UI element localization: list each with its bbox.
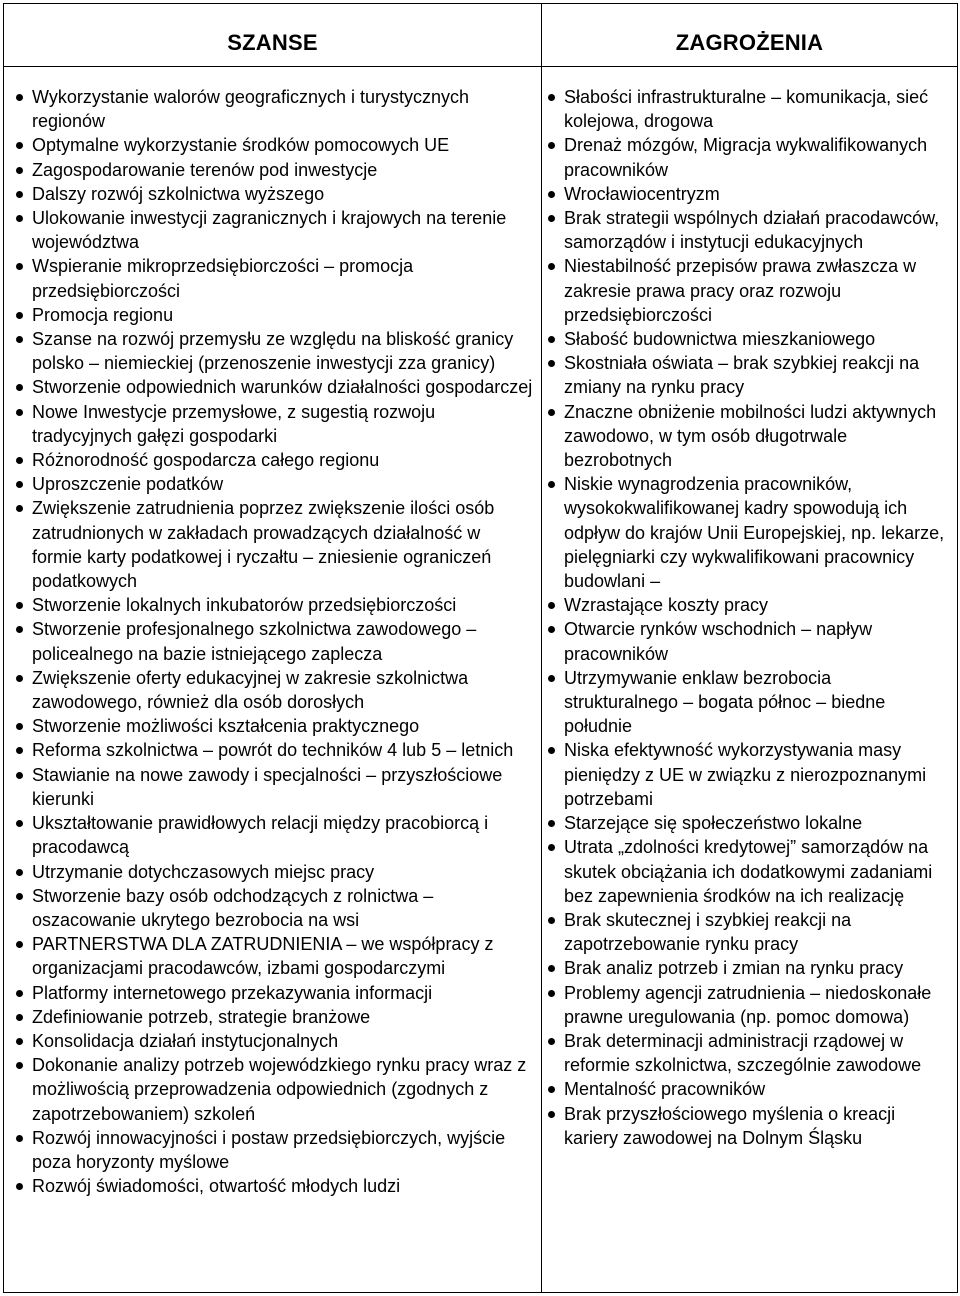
- bullet-icon: [548, 820, 555, 827]
- szanse-list-item: [32, 303, 533, 327]
- zagrozenia-list-item: [564, 1077, 949, 1101]
- zagrozenia-item-text: Utrzymywanie enklaw bezrobocia strukturalnego – bogata północ – biedne południe: [564, 667, 886, 737]
- bullet-icon: [16, 505, 23, 512]
- szanse-list-item: [32, 85, 533, 133]
- zagrozenia-item-text: Brak strategii wspólnych działań pracodawców, samorządów i instytucji edukacyjnych: [564, 208, 940, 253]
- zagrozenia-item-text: Brak analiz potrzeb i zmian na rynku pracy: [564, 958, 904, 979]
- zagrozenia-item-text: Starzejące się społeczeństwo lokalne: [564, 813, 863, 834]
- zagrozenia-item-text: Brak determinacji administracji rządowej w reformie szkolnictwa, szczególnie zawodowe: [564, 1030, 922, 1076]
- zagrozenia-list-item: [564, 811, 949, 835]
- szanse-list-item: [32, 1005, 533, 1029]
- szanse-item-text: Rozwój innowacyjności i postaw przedsiębiorczych, wyjście poza horyzonty myślowe: [32, 1127, 506, 1172]
- bullet-icon: [16, 1062, 23, 1069]
- szanse-list-item: [32, 860, 533, 884]
- bullet-icon: [16, 215, 23, 222]
- szanse-item-text: Stworzenie możliwości kształcenia praktycznego: [32, 716, 420, 737]
- szanse-item-text: PARTNERSTWA DLA ZATRUDNIENIA – we współpracy z organizacjami pracodawców, izbami gospodarczymi: [32, 934, 494, 979]
- szanse-item-text: Stworzenie lokalnych inkubatorów przedsiębiorczości: [32, 595, 457, 616]
- szanse-list-item: [32, 375, 533, 399]
- szanse-list-item: [32, 1126, 533, 1174]
- bullet-icon: [16, 747, 23, 754]
- bullet-icon: [16, 1183, 23, 1190]
- bullet-icon: [16, 1038, 23, 1045]
- bullet-icon: [548, 263, 555, 270]
- zagrozenia-list-item: [564, 85, 949, 133]
- bullet-icon: [548, 142, 555, 149]
- zagrozenia-cell: [542, 67, 958, 1293]
- szanse-list-item: [32, 932, 533, 980]
- zagrozenia-item-text: Otwarcie rynków wschodnich – napływ pracowników: [564, 619, 873, 664]
- zagrozenia-list-item: [564, 617, 949, 665]
- szanse-item-text: Ukształtowanie prawidłowych relacji między pracobiorcą i pracodawcą: [32, 813, 489, 858]
- zagrozenia-list-item: [564, 666, 949, 739]
- bullet-icon: [16, 481, 23, 488]
- zagrozenia-item-text: Niestabilność przepisów prawa zwłaszcza w zakresie prawa pracy oraz rozwoju przedsiębiorczości: [564, 256, 917, 325]
- szanse-item-text: Utrzymanie dotychczasowych miejsc pracy: [32, 861, 375, 882]
- zagrozenia-item-text: Wzrastające koszty pracy: [564, 595, 769, 616]
- szanse-list-item: [32, 811, 533, 859]
- bullet-icon: [548, 481, 555, 488]
- zagrozenia-header-cell: [542, 4, 958, 67]
- bullet-icon: [16, 626, 23, 633]
- bullet-icon: [548, 844, 555, 851]
- zagrozenia-list-item: [564, 593, 949, 617]
- szanse-list-item: [32, 593, 533, 617]
- bullet-icon: [16, 772, 23, 779]
- zagrozenia-item-text: Wrocławiocentryzm: [564, 183, 720, 204]
- szanse-item-text: Nowe Inwestycje przemysłowe, z sugestią rozwoju tradycyjnych gałęzi gospodarki: [32, 401, 436, 446]
- zagrozenia-list-item: [564, 254, 949, 327]
- szanse-list-item: [32, 448, 533, 472]
- bullet-icon: [548, 215, 555, 222]
- bullet-icon: [548, 409, 555, 416]
- bullet-icon: [548, 990, 555, 997]
- zagrozenia-item-text: Niskie wynagrodzenia pracowników, wysokokwalifikowanej kadry spowodują ich odpływ do krajów Unii Europejskiej, np. lekarze, pielęgniarki czy wykwalifikowani pracownicy budowlani –: [564, 474, 945, 592]
- bullet-icon: [16, 142, 23, 149]
- bullet-icon: [548, 94, 555, 101]
- zagrozenia-item-text: Słabości infrastrukturalne – komunikacja, sieć kolejowa, drogowa: [564, 87, 929, 132]
- szanse-item-text: Platformy internetowego przekazywania informacji: [32, 982, 433, 1003]
- szanse-list-item: [32, 714, 533, 738]
- szanse-list-item: [32, 763, 533, 811]
- bullet-icon: [548, 917, 555, 924]
- bullet-icon: [16, 457, 23, 464]
- szanse-list-item: [32, 472, 533, 496]
- zagrozenia-item-text: Niska efektywność wykorzystywania masy pieniędzy z UE w związku z nierozpoznanymi potrzebami: [564, 740, 927, 809]
- szanse-title: SZANSE: [227, 30, 318, 55]
- bullet-icon: [548, 1038, 555, 1045]
- szanse-item-text: Reforma szkolnictwa – powrót do techników 4 lub 5 – letnich: [32, 740, 514, 761]
- zagrozenia-list-item: [564, 1029, 949, 1077]
- szanse-list-item: [32, 666, 533, 714]
- bullet-icon: [548, 1086, 555, 1093]
- szanse-item-text: Stworzenie profesjonalnego szkolnictwa zawodowego – policealnego na bazie istniejącego zaplecza: [32, 619, 477, 664]
- szanse-item-text: Wspieranie mikroprzedsiębiorczości – promocja przedsiębiorczości: [32, 256, 414, 301]
- bullet-icon: [16, 820, 23, 827]
- zagrozenia-item-text: Utrata „zdolności kredytowej” samorządów na skutek obciążania ich dodatkowymi zadaniami bez zapewnienia środków na ich realizację: [564, 837, 933, 906]
- szanse-item-text: Stworzenie bazy osób odchodzących z rolnictwa – oszacowanie ukrytego bezrobocia na wsi: [32, 885, 434, 930]
- zagrozenia-list-item: [564, 351, 949, 399]
- szanse-item-text: Zwiększenie zatrudnienia poprzez zwiększenie ilości osób zatrudnionych w zakładach prowadzących działalność w formie karty podatkowej i ryczałtu – zniesienie ograniczeń podatkowych: [32, 498, 495, 592]
- bullet-icon: [548, 675, 555, 682]
- bullet-icon: [16, 869, 23, 876]
- szanse-list-item: [32, 133, 533, 157]
- zagrozenia-list-item: [564, 956, 949, 980]
- zagrozenia-list-item: [564, 1102, 949, 1150]
- zagrozenia-item-text: Problemy agencji zatrudnienia – niedoskonałe prawne uregulowania (np. pomoc domowa): [564, 982, 932, 1027]
- szanse-item-text: Stawianie na nowe zawody i specjalności – przyszłościowe kierunki: [32, 764, 503, 809]
- bullet-icon: [16, 1014, 23, 1021]
- zagrozenia-list-item: [564, 206, 949, 254]
- szanse-list-item: [32, 1053, 533, 1126]
- bullet-icon: [16, 602, 23, 609]
- szanse-header-cell: [4, 4, 542, 67]
- swot-table: [3, 3, 958, 1293]
- zagrozenia-list-item: [564, 182, 949, 206]
- bullet-icon: [548, 965, 555, 972]
- bullet-icon: [548, 336, 555, 343]
- bullet-icon: [16, 191, 23, 198]
- zagrozenia-list: [542, 67, 957, 1150]
- szanse-item-text: Konsolidacja działań instytucjonalnych: [32, 1030, 339, 1051]
- szanse-item-text: Ulokowanie inwestycji zagranicznych i krajowych na terenie województwa: [32, 208, 507, 253]
- szanse-item-text: Optymalne wykorzystanie środków pomocowych UE: [32, 135, 450, 156]
- szanse-item-text: Promocja regionu: [32, 304, 174, 325]
- zagrozenia-item-text: Znaczne obniżenie mobilności ludzi aktywnych zawodowo, w tym osób długotrwale bezrobotnych: [564, 401, 937, 471]
- szanse-item-text: Wykorzystanie walorów geograficznych i turystycznych regionów: [32, 87, 469, 132]
- bullet-icon: [548, 747, 555, 754]
- szanse-list-item: [32, 738, 533, 762]
- bullet-icon: [16, 336, 23, 343]
- bullet-icon: [548, 360, 555, 367]
- szanse-item-text: Zwiększenie oferty edukacyjnej w zakresie szkolnictwa zawodowego, również dla osób dorosłych: [32, 667, 469, 713]
- szanse-list: [4, 67, 541, 1198]
- zagrozenia-list-item: [564, 738, 949, 811]
- szanse-list-item: [32, 254, 533, 302]
- bullet-icon: [16, 941, 23, 948]
- szanse-list-item: [32, 1029, 533, 1053]
- szanse-item-text: Szanse na rozwój przemysłu ze względu na bliskość granicy polsko – niemieckiej (przenoszenie inwestycji zza granicy): [32, 329, 514, 374]
- szanse-list-item: [32, 1174, 533, 1198]
- zagrozenia-item-text: Mentalność pracowników: [564, 1079, 766, 1100]
- bullet-icon: [548, 1111, 555, 1118]
- zagrozenia-item-text: Brak przyszłościowego myślenia o kreacji kariery zawodowej na Dolnym Śląsku: [564, 1103, 896, 1148]
- bullet-icon: [548, 191, 555, 198]
- zagrozenia-title: ZAGROŻENIA: [675, 30, 824, 55]
- szanse-item-text: Zdefiniowanie potrzeb, strategie branżowe: [32, 1006, 371, 1027]
- zagrozenia-list-item: [564, 908, 949, 956]
- szanse-item-text: Różnorodność gospodarcza całego regionu: [32, 450, 380, 471]
- zagrozenia-list-item: [564, 327, 949, 351]
- szanse-item-text: Zagospodarowanie terenów pod inwestycje: [32, 159, 378, 180]
- zagrozenia-item-text: Brak skutecznej i szybkiej reakcji na zapotrzebowanie rynku pracy: [564, 909, 852, 955]
- szanse-cell: [4, 67, 542, 1293]
- bullet-icon: [16, 94, 23, 101]
- szanse-item-text: Stworzenie odpowiednich warunków działalności gospodarczej: [32, 377, 533, 398]
- bullet-icon: [16, 384, 23, 391]
- zagrozenia-item-text: Skostniała oświata – brak szybkiej reakcji na zmiany na rynku pracy: [564, 353, 920, 398]
- szanse-list-item: [32, 496, 533, 593]
- szanse-list-item: [32, 158, 533, 182]
- zagrozenia-list-item: [564, 472, 949, 593]
- szanse-list-item: [32, 617, 533, 665]
- bullet-icon: [16, 723, 23, 730]
- bullet-icon: [16, 1135, 23, 1142]
- szanse-list-item: [32, 182, 533, 206]
- szanse-list-item: [32, 981, 533, 1005]
- bullet-icon: [16, 675, 23, 682]
- szanse-list-item: [32, 400, 533, 448]
- bullet-icon: [16, 263, 23, 270]
- bullet-icon: [548, 626, 555, 633]
- zagrozenia-list-item: [564, 981, 949, 1029]
- szanse-list-item: [32, 327, 533, 375]
- bullet-icon: [16, 990, 23, 997]
- szanse-list-item: [32, 206, 533, 254]
- zagrozenia-item-text: Słabość budownictwa mieszkaniowego: [564, 329, 876, 350]
- szanse-list-item: [32, 884, 533, 932]
- zagrozenia-list-item: [564, 835, 949, 908]
- bullet-icon: [16, 167, 23, 174]
- zagrozenia-item-text: Drenaż mózgów, Migracja wykwalifikowanych pracowników: [564, 135, 928, 180]
- szanse-item-text: Rozwój świadomości, otwartość młodych ludzi: [32, 1176, 401, 1197]
- szanse-item-text: Uproszczenie podatków: [32, 474, 224, 495]
- bullet-icon: [548, 602, 555, 609]
- bullet-icon: [16, 893, 23, 900]
- bullet-icon: [16, 409, 23, 416]
- zagrozenia-list-item: [564, 400, 949, 473]
- zagrozenia-list-item: [564, 133, 949, 181]
- szanse-item-text: Dokonanie analizy potrzeb wojewódzkiego rynku pracy wraz z możliwością przeprowadzenia odpowiednich (zgodnych z zapotrzebowaniem) szkoleń: [32, 1055, 527, 1124]
- bullet-icon: [16, 312, 23, 319]
- szanse-item-text: Dalszy rozwój szkolnictwa wyższego: [32, 183, 325, 204]
